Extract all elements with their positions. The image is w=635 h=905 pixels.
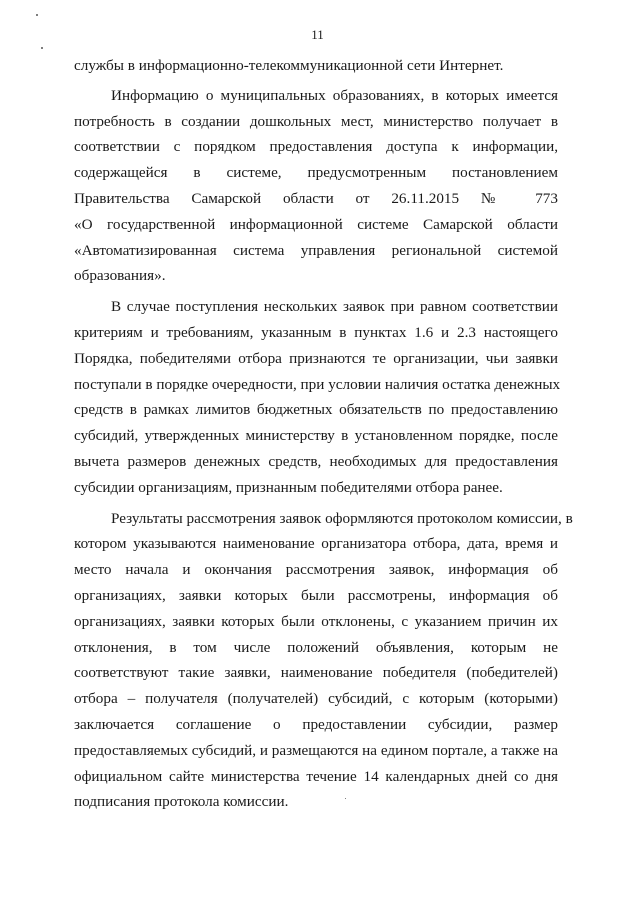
paragraph (74, 294, 561, 500)
text-line: Правительства Самарской области от 26.11.2015 № 773 (74, 189, 558, 207)
text-line: поступали в порядке очередности, при условии наличия остатка денежных (74, 375, 561, 393)
text-line: службы в информационно-телекоммуникационной сети Интернет. (74, 57, 504, 74)
text-line: «Автоматизированная система управления региональной системой (74, 241, 558, 259)
document-body (74, 53, 573, 815)
page-number: 11 (311, 27, 324, 42)
text-line: В случае поступления нескольких заявок при равном соответствии (111, 298, 558, 316)
text-line: организациях, заявки которых были отклонены, с указанием причин их (74, 612, 558, 630)
text-line: отбора – получателя (получателей) субсидий, с которым (которыми) (74, 690, 558, 708)
text-line: котором указываются наименование организатора отбора, дата, время и (74, 535, 558, 553)
paragraph (74, 506, 573, 816)
text-line: Информацию о муниципальных образованиях, в которых имеется (111, 86, 558, 104)
text-line: Результаты рассмотрения заявок оформляются протоколом комиссии, в (111, 509, 573, 527)
text-line: субсидий, утвержденных министерству в установленном порядке, после (74, 427, 558, 445)
scan-speck (41, 47, 43, 49)
text-line: субсидии организациям, признанным победителями отбора ранее. (74, 478, 503, 496)
text-line: отклонения, в том числе положений объявления, которым не (74, 638, 558, 656)
text-line: организациях, заявки которых были рассмотрены, информация об (74, 586, 558, 604)
text-line: официальном сайте министерства течение 14 календарных дней со дня (74, 767, 558, 785)
text-line: подписания протокола комиссии. (74, 793, 289, 811)
text-line: заключается соглашение о предоставлении субсидии, размер (74, 715, 558, 733)
paragraph (74, 53, 558, 79)
text-line: Порядка, победителями отбора признаются те организации, чьи заявки (74, 349, 558, 367)
text-line: соответствуют такие заявки, наименование победителя (победителей) (74, 664, 558, 682)
scan-speck (36, 14, 38, 16)
text-line: «О государственной информационной системе Самарской области (74, 215, 558, 233)
text-line: образования». (74, 267, 166, 285)
text-line: средств в рамках лимитов бюджетных обязательств по предоставлению (74, 401, 558, 419)
text-line: предоставляемых субсидий, и размещаются на едином портале, а также на (74, 741, 558, 759)
text-line: потребность в создании дошкольных мест, министерство получает в (74, 112, 558, 130)
text-line: вычета размеров денежных средств, необходимых для предоставления (74, 452, 558, 470)
text-line: место начала и окончания рассмотрения заявок, информация об (74, 561, 558, 579)
paragraph (74, 83, 558, 289)
text-line: содержащейся в системе, предусмотренным постановлением (74, 164, 558, 182)
text-line: соответствии с порядком предоставления доступа к информации, (74, 138, 558, 156)
text-line: критериям и требованиям, указанным в пунктах 1.6 и 2.3 настоящего (74, 323, 558, 341)
